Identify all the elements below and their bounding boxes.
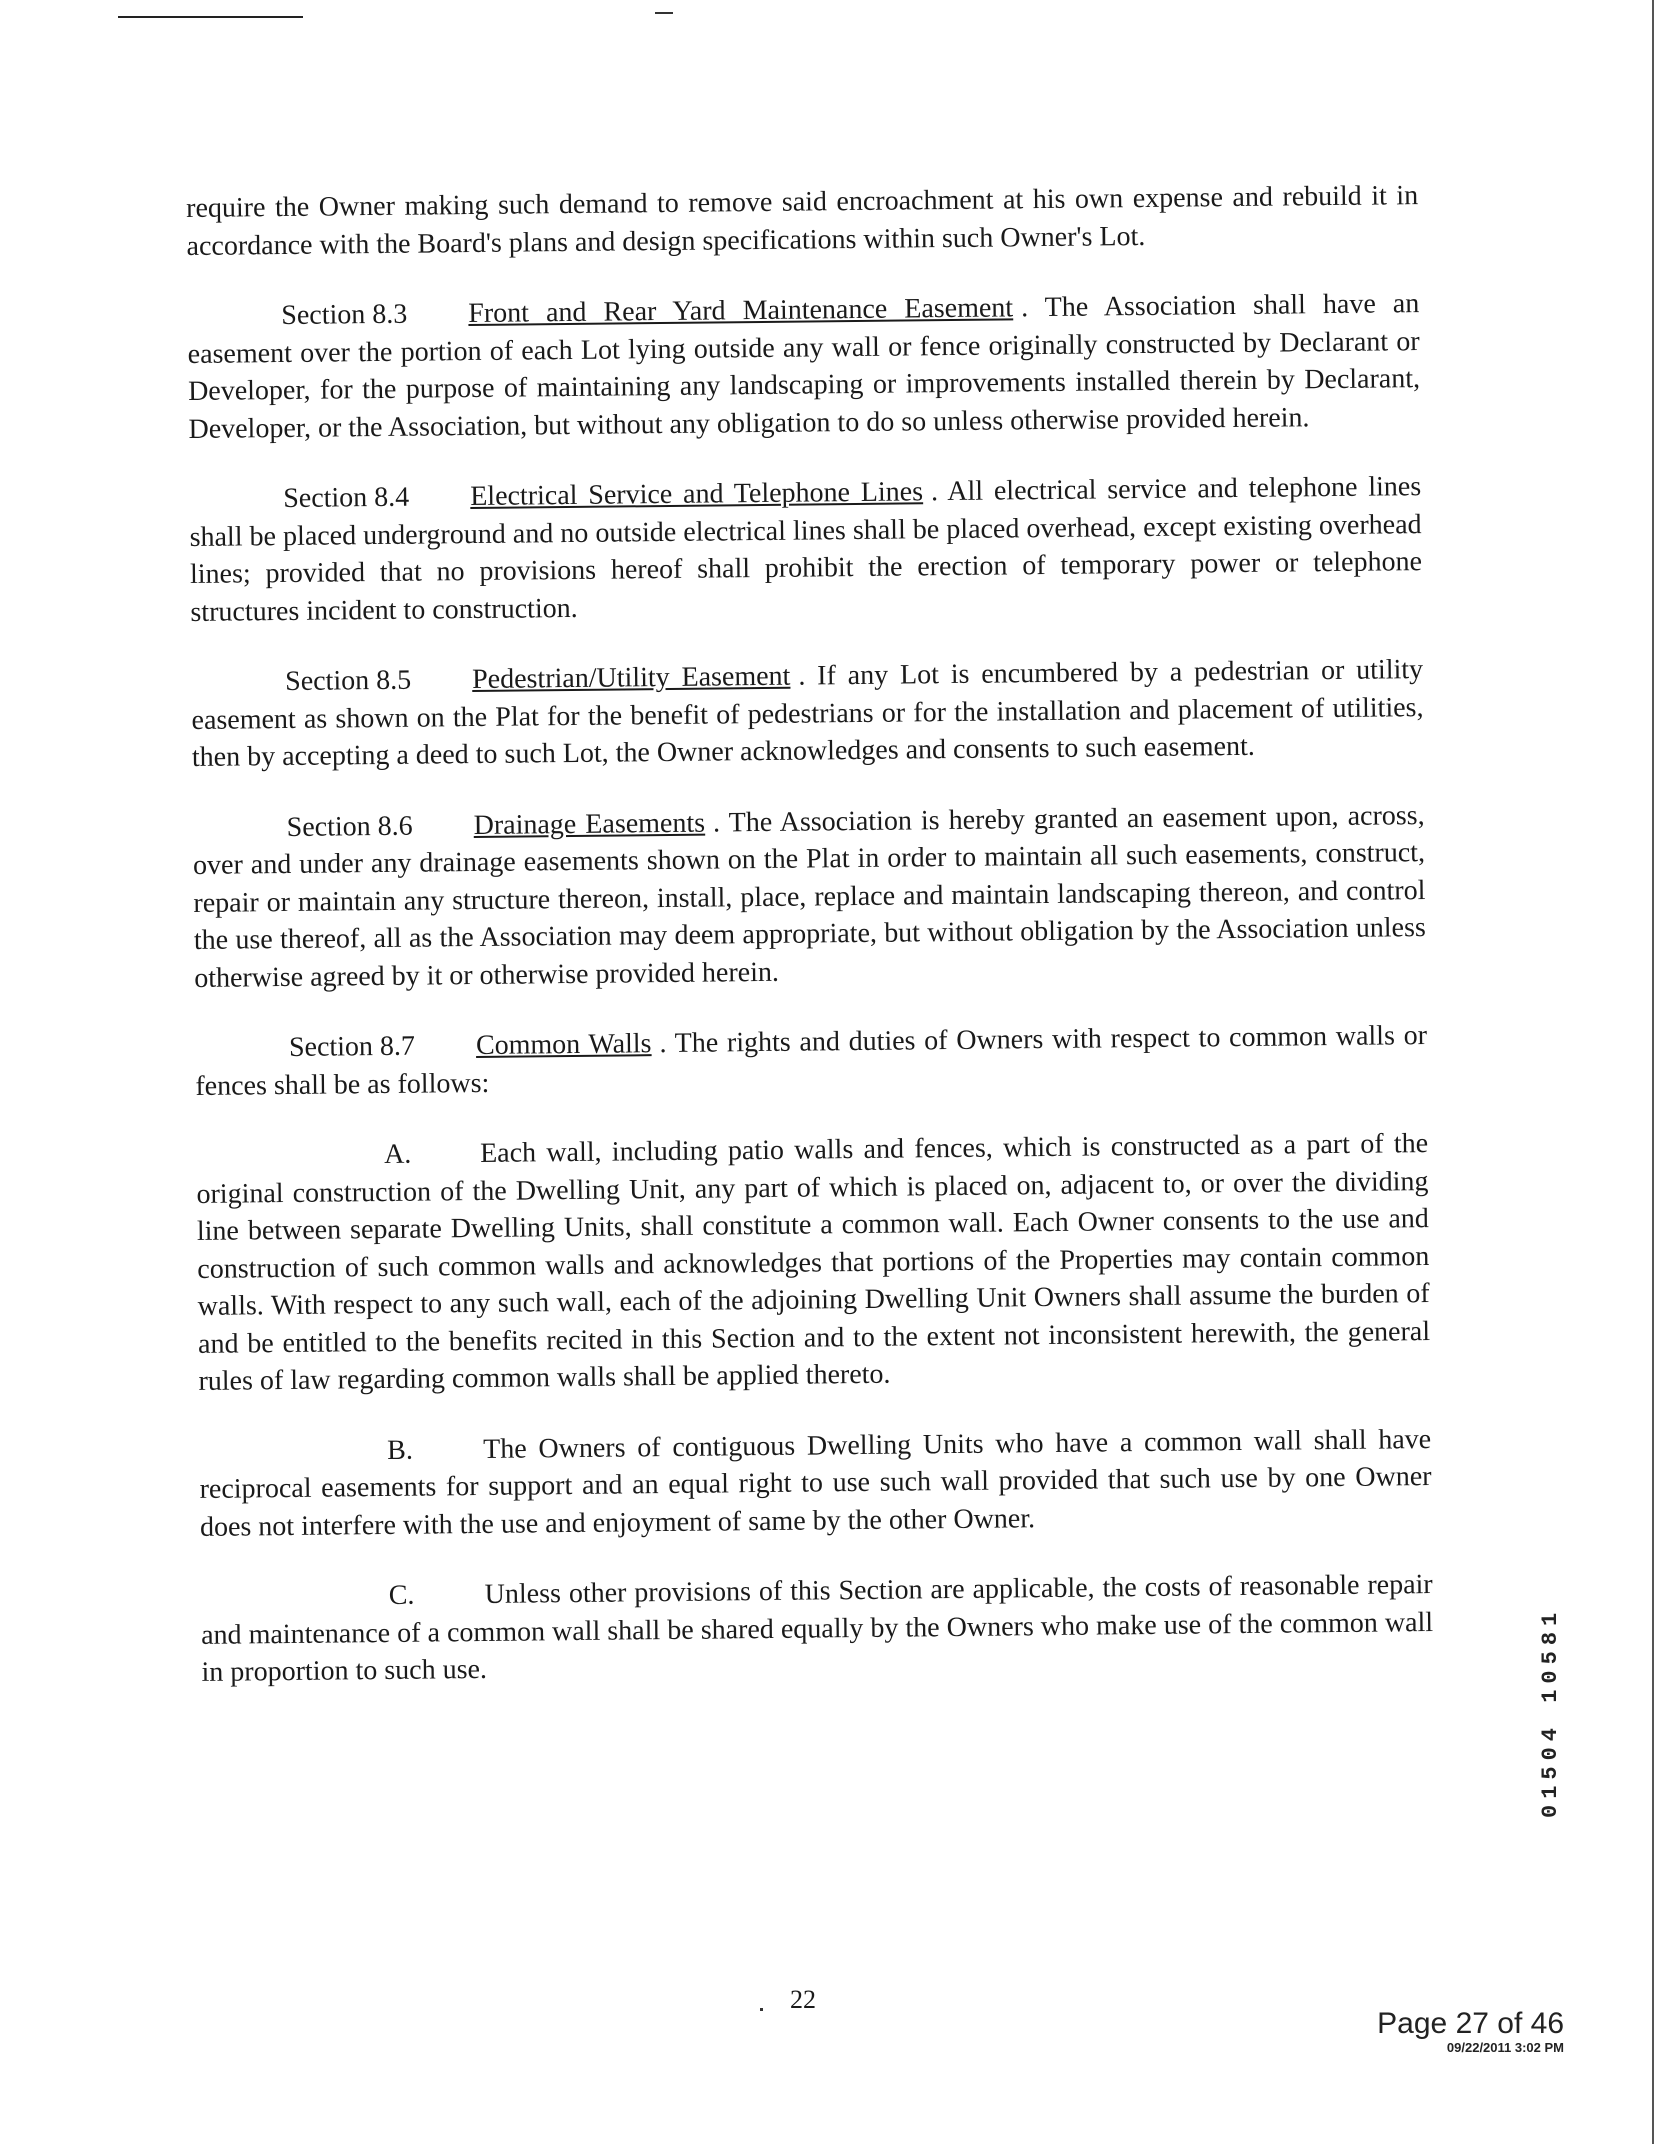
section-body: The rights and duties of Owners with respect to common walls or fences shall be as follows: bbox=[195, 1020, 1428, 1102]
item-a bbox=[196, 1125, 1431, 1400]
section-8-6: Section 8.6 Drainage Easements . The Association is hereby granted an easement upon, across, over and under any drainage easements shown on the Plat in order to maintain all such easements, construct, repair or maintain any structure thereon, install, place, replace and maintain landscaping thereon, and control the use thereof, all as the Association may deem appropriate, but without obligation by the Association unless otherwise agreed by it or otherwise provided herein. bbox=[192, 799, 1426, 994]
continuation-paragraph: require the Owner making such demand to remove said encroachment at his own expense and rebuild it in accordance with the Board's plans and design specifications within such Owner's Lot. bbox=[186, 180, 1419, 262]
section-8-5: Section 8.5 Pedestrian/Utility Easement . If any Lot is encumbered by a pedestrian or utility easement as shown on the Plat for the benefit of pedestrians or for the installation and placement of utilities, then by accepting a deed to such Lot, the Owner acknowledges and consents to such easement. bbox=[191, 654, 1424, 773]
item-letter: B. bbox=[387, 1434, 414, 1466]
item-body: The Owners of contiguous Dwelling Units who have a common wall shall have reciprocal easements for support and an equal right to use such wall provided that such use by one Owner does not interfere with the use and enjoyment of same by the other Owner. bbox=[199, 1423, 1432, 1543]
document-body bbox=[186, 177, 1434, 1724]
item-letter: C. bbox=[388, 1579, 415, 1611]
section-8-3: Section 8.3 Front and Rear Yard Maintenance Easement . The Association shall have an easement over the portion of each Lot lying outside any wall or fence originally constructed by Declarant or Developer, for the purpose of maintaining any landscaping or improvements installed therein by Declarant, Developer, or the Association, but without any obligation to do so unless otherwise provided herein. bbox=[187, 288, 1421, 445]
section-title: Pedestrian/Utility Easement bbox=[471, 660, 791, 696]
section-body: If any Lot is encumbered by a pedestrian or utility easement as shown on the Plat for the benefit of pedestrians or for the installation and placement of utilities, then by accepting a deed to such Lot, the Owner acknowledges and consents to such easement. bbox=[191, 654, 1424, 773]
page-footer bbox=[1364, 2008, 1564, 2056]
section-8-7: Section 8.7 Common Walls . The rights and duties of Owners with respect to common walls or fences shall be as follows: bbox=[195, 1020, 1428, 1102]
top-dash bbox=[655, 12, 673, 14]
page-count: Page 27 of 46 bbox=[1377, 2007, 1564, 2040]
item-c bbox=[201, 1566, 1434, 1691]
section-number: Section 8.4 bbox=[283, 481, 410, 514]
section-number: Section 8.3 bbox=[281, 298, 408, 332]
section-title: Common Walls bbox=[475, 1028, 652, 1062]
section-body: The Association shall have an easement over the portion of each Lot lying outside any wall or fence originally constructed by Declarant or Developer, for the purpose of maintaining any landscaping or improvements installed therein by Declarant, Developer, or the Association, but without any obligation to do so unless otherwise provided herein. bbox=[187, 288, 1421, 445]
page-number: 22 bbox=[790, 1985, 816, 2014]
section-body: All electrical service and telephone lines shall be placed underground and no outside electrical lines shall be placed overhead, except existing overhead lines; provided that no provisions hereof shall prohibit the erection of temporary power or telephone structures incident to construction. bbox=[189, 471, 1423, 628]
section-title: Drainage Easements bbox=[473, 807, 706, 841]
print-timestamp: 09/22/2011 3:02 PM bbox=[1446, 2040, 1564, 2055]
page-dot bbox=[760, 2008, 763, 2011]
section-title: Electrical Service and Telephone Lines bbox=[470, 476, 924, 513]
scan-edge-line bbox=[1652, 0, 1654, 2144]
section-number: Section 8.5 bbox=[284, 664, 412, 697]
recording-stamp: 01504 10581 bbox=[1538, 1606, 1563, 1818]
section-title: Front and Rear Yard Maintenance Easement bbox=[468, 292, 1014, 330]
section-number: Section 8.7 bbox=[288, 1030, 416, 1063]
top-rule bbox=[118, 16, 303, 18]
section-body: The Association is hereby granted an easement upon, across, over and under any drainage easements shown on the Plat in order to maintain all such easements, construct, repair or maintain any structure thereon, install, place, replace and maintain landscaping thereon, and control the use thereof, all as the Association may deem appropriate, but without obligation by the Association unless otherwise agreed by it or otherwise provided herein. bbox=[192, 799, 1426, 994]
item-b bbox=[199, 1421, 1432, 1546]
section-number: Section 8.6 bbox=[286, 810, 413, 843]
section-8-4: Section 8.4 Electrical Service and Telephone Lines . All electrical service and telephone lines shall be placed underground and no outside electrical lines shall be placed overhead, except existing overhead lines; provided that no provisions hereof shall prohibit the erection of temporary power or telephone structures incident to construction. bbox=[189, 471, 1423, 628]
item-letter: A. bbox=[383, 1138, 412, 1170]
item-body: Each wall, including patio walls and fences, which is constructed as a part of the original construction of the Dwelling Unit, any part of which is placed on, adjacent to, or over the dividing line between separate Dwelling Units, shall constitute a common wall. Each Owner consents to the use and construction of such common walls and acknowledges that portions of the Properties may contain common walls. With respect to any such wall, each of the adjoining Dwelling Unit Owners shall assume the burden of and be entitled to the benefits recited in this Section and to the extent not inconsistent herewith, the general rules of law regarding common walls shall be applied thereto. bbox=[196, 1128, 1431, 1397]
item-body: Unless other provisions of this Section are applicable, the costs of reasonable repair and maintenance of a common wall shall be shared equally by the Owners who make use of the common wall in proportion to such use. bbox=[200, 1569, 1434, 1688]
